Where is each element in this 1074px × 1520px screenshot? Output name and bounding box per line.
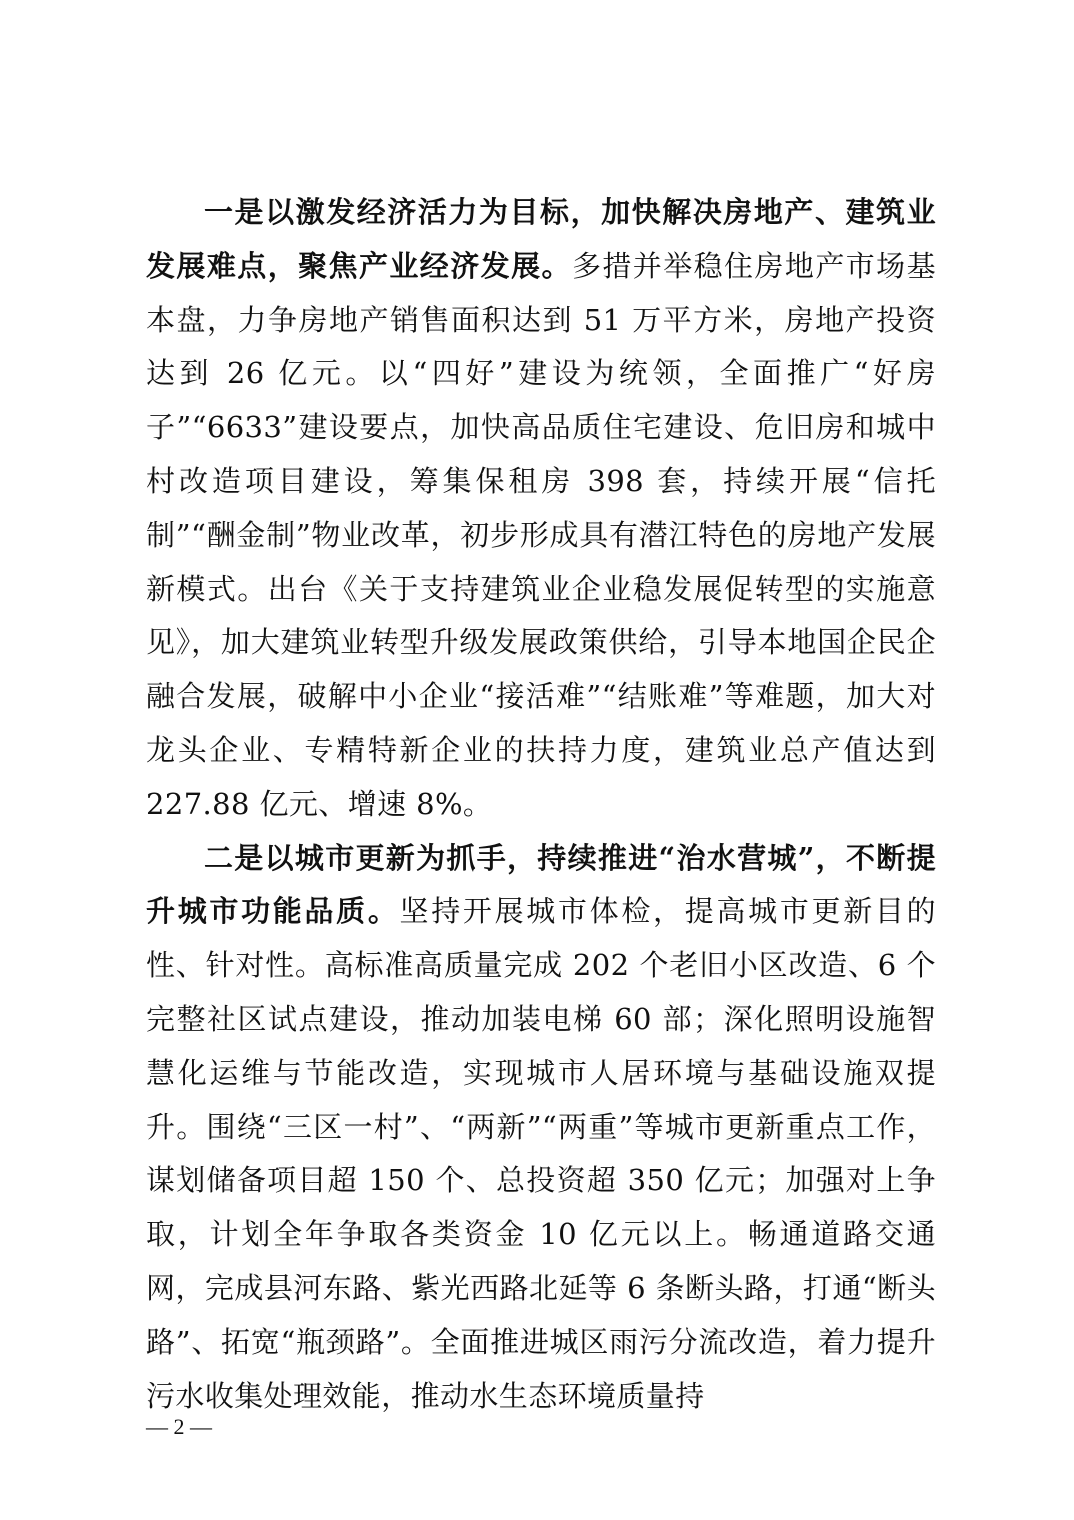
- paragraph-2-lead: 二是以城市更新为抓手，持续推进“治水营城”，不断提升城市功能品质。: [146, 840, 936, 929]
- paragraph-1: [146, 186, 936, 832]
- paragraph-2-body: 坚持开展城市体检，提高城市更新目的性、针对性。高标准高质量完成 202 个老旧小区改造、6 个完整社区试点建设，推动加装电梯 60 部；深化照明设施智慧化运维与节能改造，实现城市人居环境与基础设施双提升。围绕“三区一村”、“两新”“两重”等城市更新重点工作，谋划储备项目超 150 个、总投资超 350 亿元；加强对上争取，计划全年争取各类资金 10 亿元以上。畅通道路交通网，完成县河东路、紫光西路北延等 6 条断头路，打通“断头路”、拓宽“瓶颈路”。全面推进城区雨污分流改造，着力提升污水收集处理效能，推动水生态环境质量持: [146, 894, 936, 1413]
- paragraph-1-body: 多措并举稳住房地产市场基本盘，力争房地产销售面积达到 51 万平方米，房地产投资达到 26 亿元。以“四好”建设为统领，全面推广“好房子”“6633”建设要点，加快高品质住宅建设、危旧房和城中村改造项目建设，筹集保租房 398 套，持续开展“信托制”“酬金制”物业改革，初步形成具有潜江特色的房地产发展新模式。出台《关于支持建筑业企业稳发展促转型的实施意见》，加大建筑业转型升级发展政策供给，引导本地国企民企融合发展，破解中小企业“接活难”“结账难”等难题，加大对龙头企业、专精特新企业的扶持力度，建筑业总产值达到 227.88 亿元、增速 8%。: [146, 248, 936, 821]
- paragraph-1-lead: 一是以激发经济活力为目标，加快解决房地产、建筑业发展难点，聚焦产业经济发展。: [146, 195, 936, 283]
- page-number: — 2 —: [146, 1414, 212, 1439]
- paragraph-2: [146, 832, 936, 1424]
- document-body: [146, 186, 936, 1423]
